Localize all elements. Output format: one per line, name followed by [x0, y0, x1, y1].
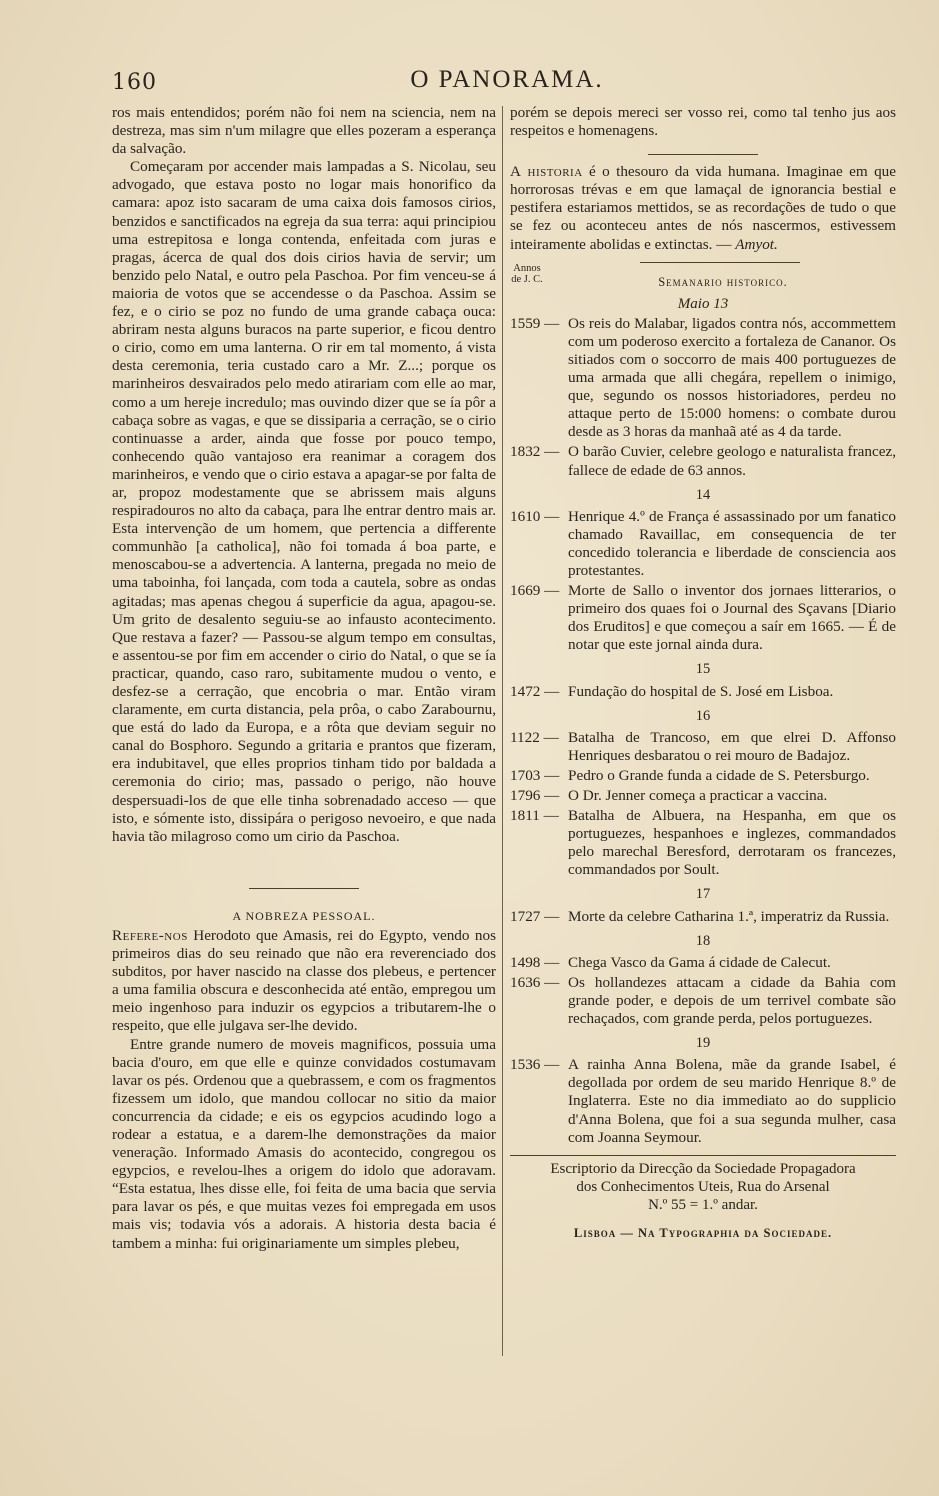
- entry-text: Chega Vasco da Gama á cidade de Calecut.: [568, 953, 831, 971]
- right-column: [510, 104, 896, 1242]
- entry-text: Os reis do Malabar, ligados contra nós, accommettem com um poderoso exercito a fortaleza de Cananor. Os sitiados com o soccorro de mais 400 portuguezes de uma armada que alli chegára, repellem o inimigo, que, segundo os nossos historiadores, perdeu no attaque perto de 15:000 homens: o combate durou desde as 3 horas da manhaã até as 4 da tarde.: [568, 314, 896, 441]
- history-entry: [510, 807, 896, 879]
- semanario-header: [510, 263, 896, 301]
- semanario-title: Semanario historico.: [658, 274, 788, 289]
- entry-text: Batalha de Trancoso, em que elrei D. Affonso Henriques desbaratou o rei mouro de Badajoz.: [568, 728, 896, 764]
- entry-year: 1498 —: [510, 953, 560, 971]
- imprint-line: dos Conhecimentos Uteis, Rua do Arsenal: [576, 1178, 830, 1195]
- entry-year: 1832 —: [510, 443, 560, 461]
- historia-paragraph: [510, 163, 896, 253]
- entry-text: Pedro o Grande funda a cidade de S. Petersburgo.: [568, 766, 870, 784]
- entry-text: O barão Cuvier, celebre geologo e naturalista francez, fallece de edade de 63 annos.: [568, 443, 896, 479]
- page-header: [112, 66, 902, 98]
- entry-text: Morte de Sallo o inventor dos jornaes litterarios, o primeiro dos quaes foi o Journal des Sçavans [Diario dos Eruditos] e que começou a saír em 1665. — É de notar que este jornal ainda dura.: [568, 582, 896, 654]
- entry-year: 1122 —: [510, 728, 559, 746]
- historia-body: é o thesouro da vida humana. Imaginae em que horrorosas trévas e em que lamaçal de ignorancia bestial e pestifera estariamos mettidos, se as recordações de tudo o que se fez ou aconteceu antes de nós nascermos, estivessem inteiramente abolidas e extinctas. —: [510, 163, 896, 253]
- entry-year: 1559 —: [510, 314, 560, 332]
- entry-text: O Dr. Jenner começa a practicar a vaccina.: [568, 787, 828, 804]
- day-label: 17: [695, 886, 711, 903]
- entry-year: 1727 —: [510, 907, 560, 925]
- history-entry: [510, 443, 896, 479]
- imprint: [510, 1160, 896, 1214]
- history-entry: [510, 954, 896, 972]
- historical-entries: [510, 315, 896, 1147]
- day-label: 19: [695, 1035, 711, 1052]
- day-label: 16: [695, 707, 711, 724]
- entry-text: Fundação do hospital de S. José em Lisboa.: [568, 682, 834, 700]
- nobreza-body: Herodoto que Amasis, rei do Egypto, vendo nos primeiros dias do seu reinado que não era reverenciado dos subditos, por haver nascido na classe dos plebeus, e pertencer a uma familia obscura e desconhecida até então, empregou um meio ingenhoso para induzir os egypcios a tributarem-lhe o respeito, que elle julgava ser-lhe devido.: [112, 926, 496, 1035]
- imprint-line: N.º 55 = 1.º andar.: [648, 1196, 758, 1213]
- entry-year: 1472 —: [510, 682, 560, 700]
- history-entry: [510, 1056, 896, 1146]
- imprint-line: Escriptorio da Direcção da Sociedade Propagadora: [550, 1160, 856, 1177]
- day-label: 18: [695, 932, 711, 949]
- history-entry: [510, 908, 896, 926]
- entry-text: A rainha Anna Bolena, mãe da grande Isabel, é degollada por ordem de seu marido Henrique 8.º de Inglaterra. Este no dia immediato ao do supplicio d'Anna Bolena, que foi a sua segunda mulher, casa com Joanna Seymour.: [568, 1056, 896, 1146]
- left-column: [112, 104, 496, 1253]
- entry-text: Morte da celebre Catharina 1.ª, imperatriz da Russia.: [568, 907, 890, 925]
- nobreza-title: A NOBREZA PESSOAL.: [232, 908, 376, 923]
- history-entry: [510, 729, 896, 765]
- history-entry: [510, 767, 896, 785]
- history-entry: [510, 787, 896, 805]
- entry-year: 1636 —: [510, 973, 560, 991]
- entry-text: Batalha de Albuera, na Hespanha, em que os portuguezes, hespanhoes e inglezes, commandados pelo marechal Beresford, derrotaram os francezes, commandados por Soult.: [568, 807, 896, 879]
- day-label: 15: [695, 661, 711, 678]
- entry-year: 1703 —: [510, 766, 560, 784]
- entry-year: 1796 —: [510, 787, 560, 804]
- entry-year: 1536 —: [510, 1056, 560, 1074]
- historia-lead: A historia: [510, 163, 583, 181]
- history-entry: [510, 508, 896, 580]
- history-entry: [510, 683, 896, 701]
- entry-text: Henrique 4.º de França é assassinado por um fanatico chamado Ravaillac, em consequencia de ter concedido tolerancia e liberdade de consciencia aos protestantes.: [568, 507, 896, 579]
- page-number: 160: [112, 70, 157, 95]
- history-entry: [510, 974, 896, 1028]
- story-paragraph: Começaram por accender mais lampadas a S. Nicolau, seu advogado, que estava posto no logar mais honorifico da camara: apoz isto sacaram de uma caixa dois famosos cirios, benzidos e sanctificados na egreja da sua terra: aqui principiou uma estrepitosa e longa contenda, enfeitada com juras e pragas, ácerca de qual dos dois cirios havia de servir; um benzido pelo Natal, e outro pela Paschoa. Por fim venceu-se á maioria de votos que se accendesse o da Paschoa. Assim se fez, e o cirio se poz no fundo de uma grande cabaça ouca: abriram nesta alguns buracos na parte superior, e ficou dentro o cirio, como em uma lanterna. O rir em tal momento, á vista desta ceremonia, teria custado caro a Mr. Z...; porque os marinheiros desvairados pelo medo atirariam com elle ao mar, como a um hereje incredulo; mas ouvindo dizer que se ía pôr a cabaça sobre as vagas, e que se dissiparia a cerração, se o cirio continuasse a arder, ainda que fosse por pouco tempo, conhecendo quão vantajoso era reanimar a coragem dos marinheiros, e vendo que o cirio estava a apagar-se por falta de ar, propoz modestamente que se abrissem mais alguns respiradouros no alto da cabaça, para lhe entrar dentro mais ar. Esta intervenção de um homem, que pertencia a differente communhão [a catholica], não foi tomada á boa parte, e menoscabou-se a advertencia. A lanterna, pregada no meio de uma taboinha, foi lançada, com toda a cautela, sobre as ondas agitadas; mas apenas chegou á superficie da agua, apagou-se. Um grito de desalento seguiu-se ao infausto acontecimento. Que restava a fazer? — Passou-se algum tempo em consultas, e assentou-se por fim em accender o cirio do Natal, o que se ía practicar, quando, caso raro, subitamente mudou o vento, e desfez-se a cerração, que encobria o mar. Então viram claramente, em curta distancia, pela prôa, o cabo Zarabournu, que está do lado da Europa, e a rôta que deviam seguir no canal do Bosphoro. Segundo a gritaria e prantos que fizeram, era indubitavel, que elles proprios tinham tido por baldada a ceremonia do cirio; mas, passado o perigo, não houve despersuadi-los de que elle tinha sobrenadado acceso — que isto, e sómente isto, dissipára o perigoso nevoeiro, e que nada havia tão milagroso como um cirio da Paschoa.: [112, 158, 496, 845]
- history-entry: [510, 582, 896, 654]
- month-label: Maio 13: [677, 295, 729, 312]
- history-entry: [510, 315, 896, 442]
- nobreza-paragraph: Entre grande numero de moveis magnificos, possuia uma bacia d'ouro, em que elle e quinze convidados costumavam lavar os pés. Ordenou que a quebrassem, e com os fragmentos fizessem um idolo, que mandou collocar no sitio da maior concurrencia da cidade; e eis os egypcios acudindo logo a rodear a estatua, e a darem-lhe demonstrações da maior veneração. Informado Amasis do acontecido, congregou os egypcios, e revelou-lhes a origem do idolo que adoravam. “Esta estatua, lhes disse elle, foi feita de uma bacia que servia para lavar os pés, e que muitas vezes foi empregada em usos mais vis; todavia vós a adorais. A historia desta bacia é tambem a minha: fui originariamente um simples plebeu,: [112, 1035, 496, 1252]
- nobreza-lead: Refere-nos: [112, 926, 188, 944]
- entry-year: 1610 —: [510, 507, 560, 525]
- imprint-rule: [510, 1155, 896, 1156]
- printer-line: Lisboa — Na Typographia da Sociedade.: [573, 1225, 833, 1240]
- historia-author: Amyot.: [735, 235, 778, 253]
- continuation-paragraph: porém se depois mereci ser vosso rei, como tal tenho jus aos respeitos e homenagens.: [510, 104, 896, 140]
- nobreza-paragraph: [112, 927, 496, 1036]
- entry-text: Os hollandezes attacam a cidade da Bahia com grande poder, e depois de um terrivel combate são rechaçados, com grande perda, pelos portuguezes.: [568, 973, 896, 1028]
- entry-year: 1811 —: [510, 807, 559, 825]
- journal-title: O PANORAMA.: [410, 66, 604, 93]
- entry-year: 1669 —: [510, 582, 560, 600]
- day-label: 14: [695, 486, 711, 503]
- column-divider: [502, 106, 503, 1356]
- story-paragraph: ros mais entendidos; porém não foi nem na sciencia, nem na destreza, mas sim n'um milagre que elles pozeram a esperança da salvação.: [112, 104, 496, 158]
- annos-label: Annos de J. C.: [511, 262, 543, 285]
